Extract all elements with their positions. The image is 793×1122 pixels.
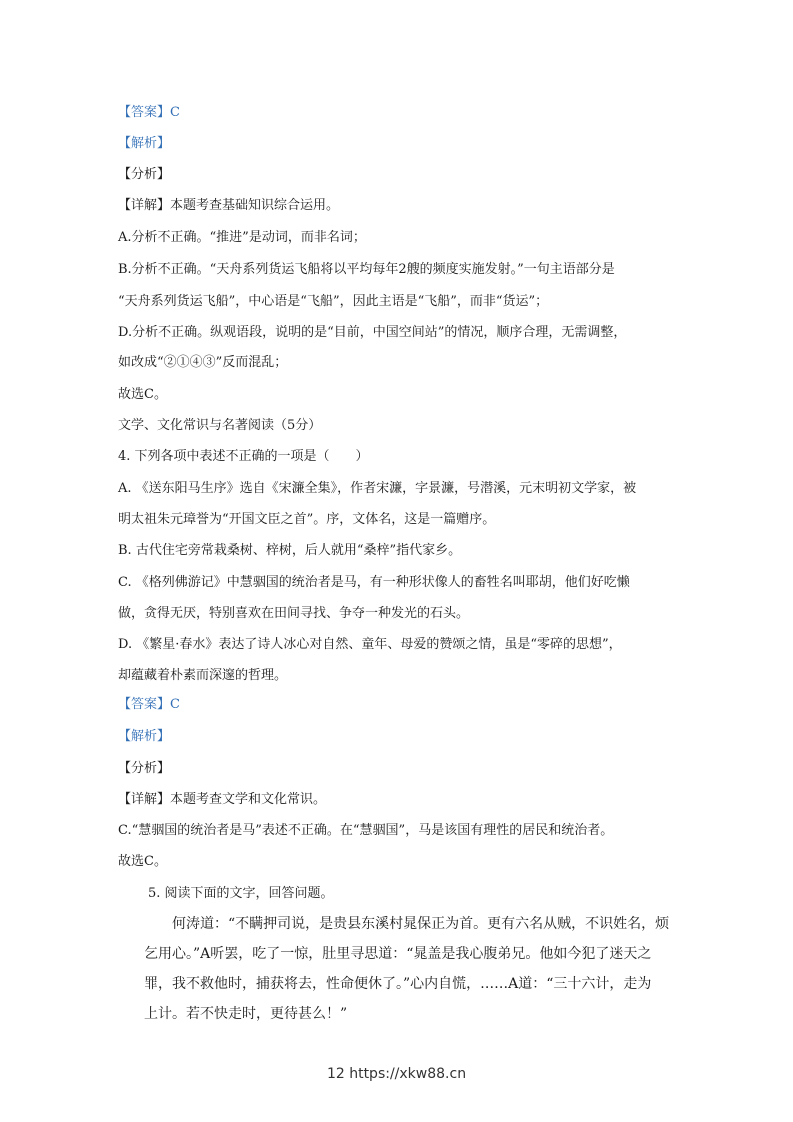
option-b-explanation: B.分析不正确。“天舟系列货运飞船将以平均每年2艘的频度实施发射。”一句主语部分是: [118, 262, 615, 277]
question-4-option-d-cont: 却蕴藏着朴素而深邃的哲理。: [118, 668, 288, 683]
option-a-explanation: A.分析不正确。“推进”是动词，而非名词；: [118, 230, 366, 245]
answer-label-2: 【答案】C: [118, 697, 180, 712]
fenxi-label-2: 【分析】: [118, 761, 171, 776]
question-4-option-c: C. 《格列佛游记》中慧骃国的统治者是马，有一种形状像人的畜牲名叫耶胡，他们好吃懒: [118, 575, 630, 590]
analysis-label-2: 【解析】: [118, 729, 171, 744]
question-4-option-a: A. 《送东阳马生序》选自《宋濂全集》，作者宋濂，字景濂，号潜溪，元末明初文学家，被: [118, 481, 637, 496]
conclusion-line-2: 故选C。: [118, 854, 167, 869]
fenxi-label: 【分析】: [118, 167, 171, 182]
question-4-option-c-cont: 做，贪得无厌，特别喜欢在田间寻找、争夺一种发光的石头。: [118, 606, 470, 621]
passage-line-2: 乞用心。”A听罢，吃了一惊，肚里寻思道：“晁盖是我心腹弟兄。他如今犯了迷天之: [144, 946, 652, 962]
detail-line-2: 【详解】本题考查文学和文化常识。: [118, 792, 327, 807]
question-4-option-b: B. 古代住宅旁常栽桑树、梓树，后人就用“桑梓”指代家乡。: [118, 543, 462, 558]
page-footer: 12 https://xkw88.cn: [326, 1066, 467, 1082]
option-b-explanation-cont: “天舟系列货运飞船”，中心语是“飞船”，因此主语是“飞船”，而非“货运”；: [118, 294, 549, 309]
passage-line-4: 上计。若不快走时，更待甚么！”: [144, 1006, 348, 1022]
question-4-stem: 4. 下列各项中表述不正确的一项是（ ）: [118, 449, 369, 464]
question-5-stem: 5. 阅读下面的文字，回答问题。: [148, 886, 334, 901]
section-heading: 文学、文化常识与名著阅读（5分）: [118, 418, 322, 433]
option-d-explanation-cont: 如改成“②①④③”反而混乱；: [118, 355, 288, 370]
answer-label: 【答案】C: [118, 105, 180, 120]
analysis-label: 【解析】: [118, 136, 171, 151]
conclusion-line: 故选C。: [118, 387, 167, 402]
detail-line: 【详解】本题考查基础知识综合运用。: [118, 198, 340, 213]
passage-line-1: 何涛道：“不瞒押司说，是贵县东溪村晁保正为首。更有六名从贼，不识姓名，烦: [172, 916, 670, 932]
passage-line-3: 罪，我不救他时，捕获将去，性命便休了。”心内自慌，……A道：“三十六计，走为: [144, 976, 652, 992]
question-4-option-a-cont: 明太祖朱元璋誉为“开国文臣之首”。序，文体名，这是一篇赠序。: [118, 512, 496, 527]
question-4-option-d: D. 《繁星·春水》表达了诗人冰心对自然、童年、母爱的赞颂之情，虽是“零碎的思想”，: [118, 637, 622, 652]
option-c-explanation: C.“慧骃国的统治者是马”表述不正确。在“慧骃国”，马是该国有理性的居民和统治者。: [118, 823, 614, 838]
option-d-explanation: D.分析不正确。纵观语段，说明的是“目前，中国空间站”的情况，顺序合理，无需调整，: [118, 325, 627, 340]
